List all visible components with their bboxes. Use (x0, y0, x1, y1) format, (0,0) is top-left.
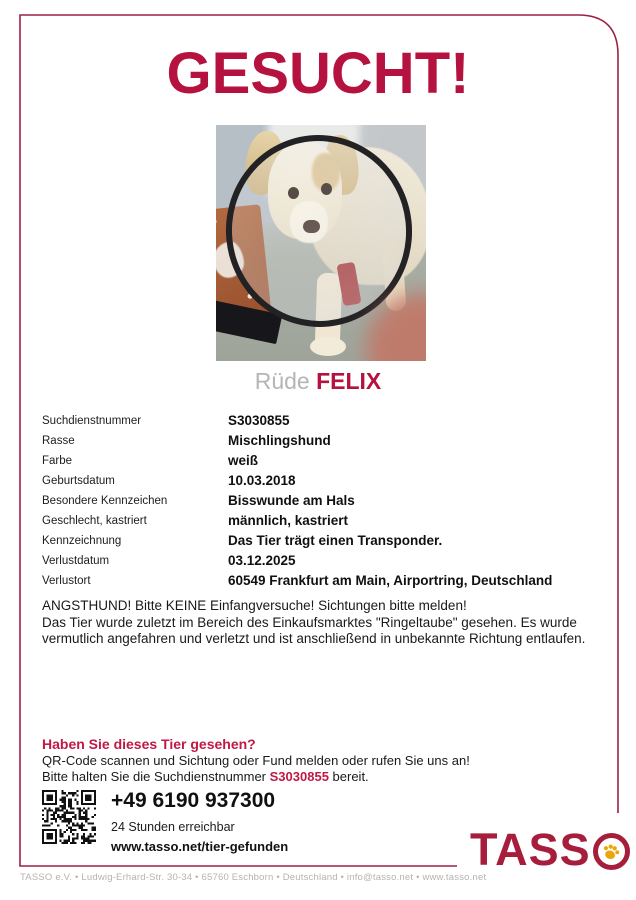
dog-paw (310, 337, 346, 356)
detail-value: 03.12.2025 (228, 553, 296, 568)
detail-value: männlich, kastriert (228, 513, 349, 528)
report-url: www.tasso.net/tier-gefunden (111, 839, 289, 854)
detail-value: S3030855 (228, 413, 290, 428)
detail-value: 10.03.2018 (228, 473, 296, 488)
warning-line2: Das Tier wurde zuletzt im Bereich des Einkaufsmarktes "Ringeltaube" gesehen. Es wurde vermutlich angefahren und verletzt und ist anschließend in unbekannte Richtung entlaufen. (42, 614, 586, 646)
contact-section (42, 736, 602, 784)
detail-value: Das Tier trägt einen Transponder. (228, 533, 443, 548)
warning-text (42, 598, 604, 648)
warning-line1: ANGSTHUND! Bitte KEINE Einfangversuche! Sichtungen bitte melden! (42, 598, 467, 613)
paw-icon (601, 842, 621, 862)
detail-label: Geburtsdatum (42, 475, 115, 487)
contact-number-line (42, 769, 602, 785)
detail-label: Verlustdatum (42, 555, 110, 567)
detail-label: Verlustort (42, 575, 91, 587)
detail-value: Bisswunde am Hals (228, 493, 355, 508)
contact-heading: Haben Sie dieses Tier gesehen? (42, 736, 256, 752)
search-number: S3030855 (269, 768, 329, 784)
availability-text: 24 Stunden erreichbar (111, 820, 235, 834)
pet-details-table (42, 411, 552, 591)
detail-label: Suchdienstnummer (42, 415, 142, 427)
number-suffix: bereit. (328, 768, 369, 784)
detail-value: weiß (228, 453, 259, 468)
tasso-logo (470, 823, 630, 875)
detail-label: Geschlecht, kastriert (42, 515, 147, 527)
detail-value: Mischlingshund (228, 433, 331, 448)
page-title: GESUCHT! (166, 41, 470, 106)
blanket-dot (216, 219, 217, 224)
detail-label: Rasse (42, 435, 75, 447)
phone-block (111, 790, 288, 854)
footer-address-line: TASSO e.V. • Ludwig-Erhard-Str. 30-34 • 65760 Eschborn • Deutschland • info@tasso.net • www.tasso.net (20, 872, 487, 883)
phone-number: +49 6190 937300 (111, 789, 276, 812)
pet-name-line (0, 368, 636, 395)
qr-code-icon (42, 790, 96, 844)
detail-label: Kennzeichnung (42, 535, 122, 547)
qr-finder-topleft (42, 790, 57, 805)
pet-photo (216, 125, 426, 361)
pet-sex-label: Rüde (254, 368, 317, 394)
detail-label: Besondere Kennzeichen (42, 495, 168, 507)
number-prefix: Bitte halten Sie die Suchdienstnummer (42, 768, 270, 784)
pet-name: FELIX (316, 368, 382, 394)
tasso-logo-text: TASS (470, 823, 591, 875)
qr-contact-block (42, 790, 288, 854)
detail-value: 60549 Frankfurt am Main, Airportring, Deutschland (228, 573, 553, 588)
detail-label: Farbe (42, 455, 73, 467)
contact-instruction: QR-Code scannen und Sichtung oder Fund melden oder rufen Sie uns an! (42, 753, 470, 768)
tasso-logo-o-ring (593, 833, 630, 870)
qr-finder-bottomleft (42, 829, 57, 844)
qr-finder-topright (81, 790, 96, 805)
